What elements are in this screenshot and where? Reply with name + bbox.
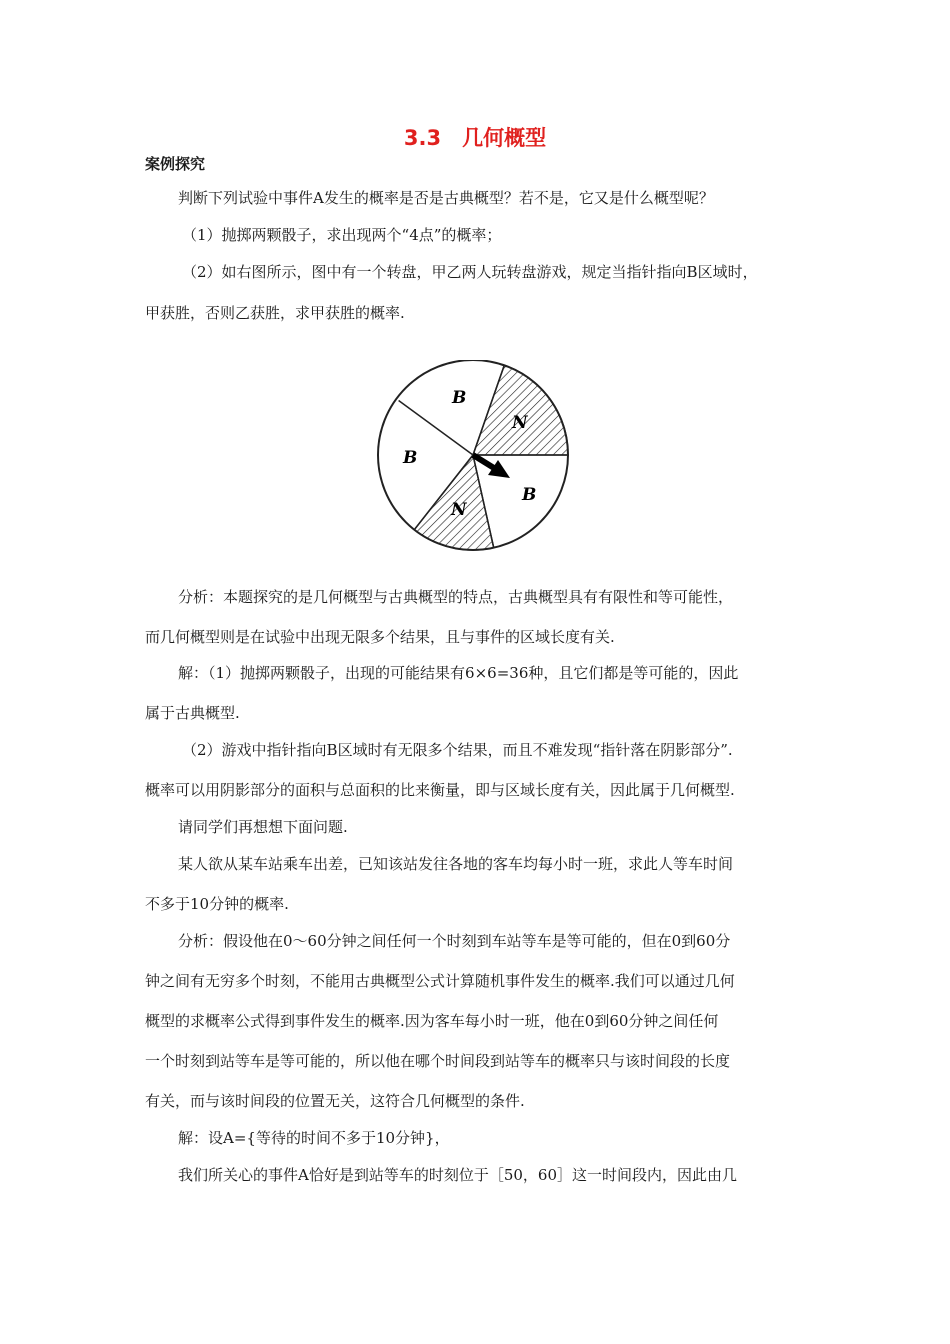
paragraph-solution-3: 解：设A={等待的时间不多于10分钟}， — [178, 1129, 450, 1147]
sector-label-n-lower: N — [451, 500, 467, 520]
paragraph-prompt: 请同学们再想想下面问题. — [178, 818, 348, 836]
spinner-pointer-arrow — [473, 455, 510, 478]
paragraph-analysis-3: 分析：假设他在0～60分钟之间任何一个时刻到车站等车是等可能的，但在0到60分 — [178, 932, 731, 950]
paragraph-q2: （2）如右图所示，图中有一个转盘，甲乙两人玩转盘游戏，规定当指针指向B区域时， — [182, 263, 758, 281]
paragraph-analysis-2: 而几何概型则是在试验中出现无限多个结果，且与事件的区域长度有关. — [145, 628, 615, 646]
paragraph-problem-2: 不多于10分钟的概率. — [145, 895, 289, 913]
paragraph-analysis-7: 有关，而与该时间段的位置无关，这符合几何概型的条件. — [145, 1092, 525, 1110]
paragraph-q1: （1）抛掷两颗骰子，求出现两个“4点”的概率； — [182, 226, 502, 244]
sector-label-b-right: B — [522, 485, 537, 505]
spinner-figure — [376, 360, 576, 552]
spinner-radius — [399, 401, 473, 456]
page-title: 3.3 几何概型 — [403, 126, 547, 150]
paragraph-q2-cont: 甲获胜，否则乙获胜，求甲获胜的概率. — [145, 304, 405, 322]
section-heading: 案例探究 — [145, 155, 206, 173]
paragraph-problem-1: 某人欲从某车站乘车出差，已知该站发往各地的客车均每小时一班，求此人等车时间 — [178, 855, 734, 873]
paragraph-analysis-4: 钟之间有无穷多个时刻，不能用古典概型公式计算随机事件发生的概率.我们可以通过几何 — [145, 972, 735, 990]
paragraph-solution-2b: 概率可以用阴影部分的面积与总面积的比来衡量，即与区域长度有关，因此属于几何概型. — [145, 781, 735, 799]
paragraph-analysis-5: 概型的求概率公式得到事件发生的概率.因为客车每小时一班，他在0到60分钟之间任何 — [145, 1012, 719, 1030]
paragraph-solution-1b: 属于古典概型. — [145, 704, 240, 722]
paragraph-analysis-6: 一个时刻到站等车是等可能的，所以他在哪个时间段到站等车的概率只与该时间段的长度 — [145, 1052, 731, 1070]
paragraph-solution-2: （2）游戏中指针指向B区域时有无限多个结果，而且不难发现“指针落在阴影部分”. — [182, 741, 733, 759]
sector-label-b-left: B — [403, 448, 418, 468]
paragraph-analysis-1: 分析：本题探究的是几何概型与古典概型的特点，古典概型具有有限性和等可能性， — [178, 588, 734, 606]
paragraph-solution-1: 解：（1）抛掷两颗骰子，出现的可能结果有6×6=36种，且它们都是等可能的，因此 — [178, 664, 739, 682]
sector-label-b-top: B — [452, 388, 467, 408]
sector-label-n-upper: N — [512, 413, 528, 433]
paragraph-solution-4: 我们所关心的事件A恰好是到站等车的时刻位于［50，60］这一时间段内，因此由几 — [178, 1166, 738, 1184]
spinner-sector-n-upper — [473, 365, 568, 455]
paragraph-intro: 判断下列试验中事件A发生的概率是否是古典概型？若不是，它又是什么概型呢？ — [178, 189, 714, 207]
